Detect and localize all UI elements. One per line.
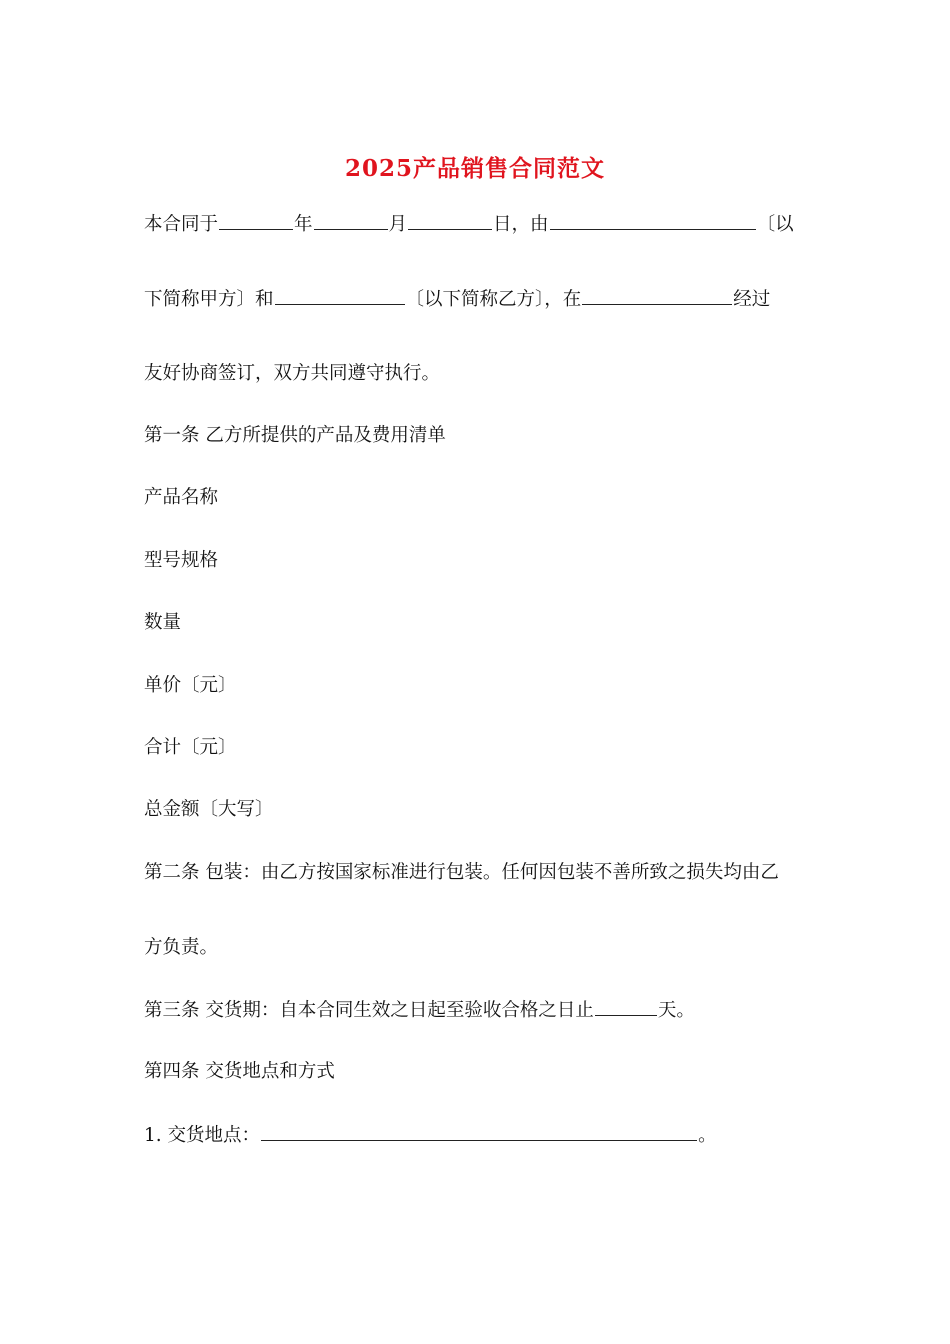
article-2-line-1: 第二条 包装：由乙方按国家标准进行包装。任何因包装不善所致之损失均由乙 bbox=[144, 862, 779, 883]
intro-line-3: 友好协商签订，双方共同遵守执行。 bbox=[144, 363, 441, 384]
intro-text: 日，由 bbox=[493, 214, 549, 235]
article-3-end: 天。 bbox=[657, 1000, 695, 1021]
party-b-blank bbox=[275, 286, 405, 305]
intro-text: 经过 bbox=[733, 289, 771, 310]
item-label: 交货地点： bbox=[167, 1125, 261, 1146]
article-3 bbox=[144, 997, 695, 1024]
intro-text: 月 bbox=[388, 214, 408, 235]
item-end: 。 bbox=[698, 1125, 717, 1146]
field-quantity: 数量 bbox=[144, 612, 182, 633]
article-2-line-2: 方负责。 bbox=[144, 937, 219, 958]
intro-text: 本合同于 bbox=[144, 214, 219, 235]
article-1-heading: 第一条 乙方所提供的产品及费用清单 bbox=[144, 425, 446, 446]
intro-line-1 bbox=[144, 211, 794, 238]
article-4-item-1 bbox=[144, 1122, 717, 1149]
article-3-text: 第三条 交货期：自本合同生效之日起至验收合格之日止 bbox=[144, 1000, 594, 1021]
document-title: 2025产品销售合同范文 bbox=[344, 155, 605, 182]
field-subtotal: 合计〔元〕 bbox=[144, 737, 237, 758]
day-blank bbox=[408, 211, 492, 230]
item-number: 1. bbox=[144, 1125, 162, 1146]
party-a-blank bbox=[550, 211, 756, 230]
field-model-spec: 型号规格 bbox=[144, 550, 219, 571]
article-4-heading: 第四条 交货地点和方式 bbox=[144, 1061, 335, 1082]
year-blank bbox=[219, 211, 293, 230]
month-blank bbox=[314, 211, 388, 230]
location-blank bbox=[582, 286, 732, 305]
field-total-amount: 总金额〔大写〕 bbox=[144, 799, 274, 820]
intro-text: 年 bbox=[294, 214, 313, 235]
intro-text: 〔以 bbox=[756, 214, 794, 235]
days-blank bbox=[595, 997, 657, 1016]
delivery-location-blank bbox=[261, 1122, 697, 1141]
field-product-name: 产品名称 bbox=[144, 487, 219, 508]
field-unit-price: 单价〔元〕 bbox=[144, 675, 237, 696]
intro-text: 〔以下简称乙方〕，在 bbox=[405, 289, 582, 310]
intro-line-2 bbox=[144, 286, 770, 313]
intro-text: 下简称甲方〕和 bbox=[144, 289, 274, 310]
